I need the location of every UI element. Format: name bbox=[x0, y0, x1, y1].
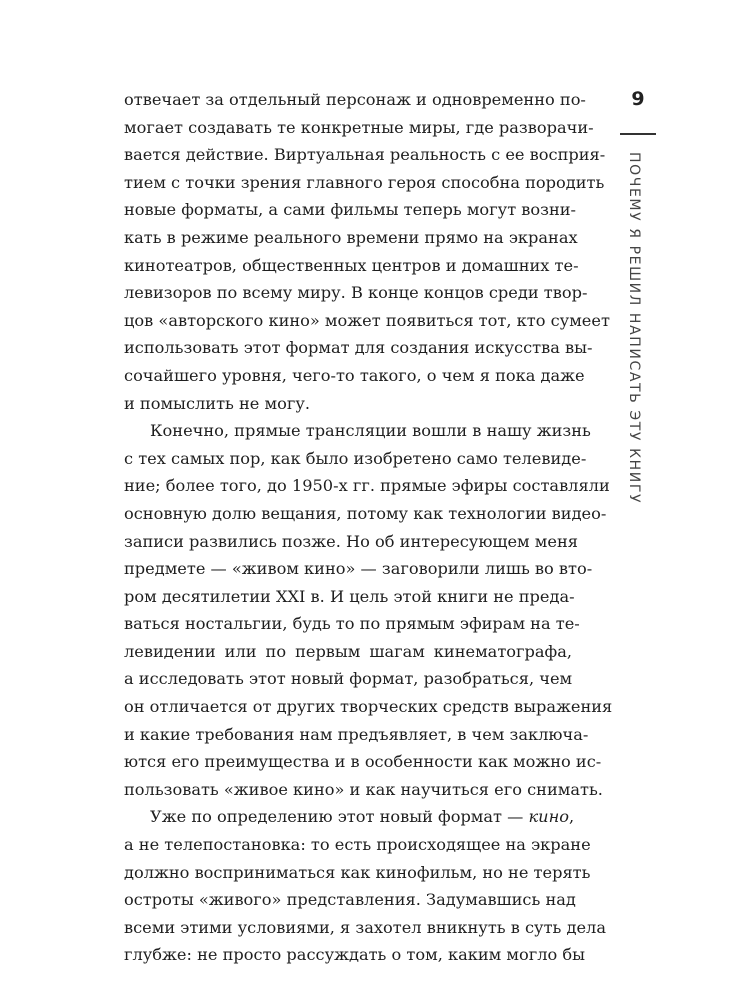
text-line: с тех самых пор, как было изобретено само телевиде- bbox=[124, 448, 587, 468]
text-line: а не телепостановка: то есть происходящее на экране bbox=[124, 835, 591, 855]
header-rule bbox=[620, 133, 656, 135]
text-line: и помыслить не могу. bbox=[124, 393, 310, 413]
text-line: могает создавать те конкретные миры, где разворачи- bbox=[124, 117, 594, 137]
text-line: использовать этот формат для создания искусства вы- bbox=[124, 338, 593, 358]
text-line: сочайшего уровня, чего-то такого, о чем я пока даже bbox=[124, 365, 585, 385]
paragraph-continued bbox=[124, 86, 610, 417]
text-line: остроты «живого» представления. Задумавшись над bbox=[124, 890, 576, 910]
text-line: левидении или по первым шагам кинематографа, bbox=[124, 641, 572, 661]
paragraph bbox=[124, 803, 606, 969]
text-line: отвечает за отдельный персонаж и одновременно по- bbox=[124, 90, 586, 109]
page-number: 9 bbox=[631, 88, 645, 110]
text-line: а исследовать этот новый формат, разобраться, чем bbox=[124, 669, 573, 689]
body-text bbox=[124, 86, 613, 969]
paragraph bbox=[124, 417, 613, 803]
text-line: ние; более того, до 1950-х гг. прямые эфиры составляли bbox=[124, 476, 610, 496]
text-line: ваться ностальгии, будь то по прямым эфирам на те- bbox=[124, 614, 580, 634]
text-line: всеми этими условиями, я захотел вникнуть в суть дела bbox=[124, 917, 606, 937]
running-head-container bbox=[620, 152, 656, 505]
text-line: Конечно, прямые трансляции вошли в нашу жизнь bbox=[150, 421, 591, 441]
text-line: цов «авторского кино» может появиться тот, кто сумеет bbox=[124, 310, 610, 330]
text-line: кать в режиме реального времени прямо на экранах bbox=[124, 227, 578, 247]
text-line: предмете — «живом кино» — заговорили лишь во вто- bbox=[124, 559, 593, 579]
text-line bbox=[124, 803, 575, 831]
text-line: глубже: не просто рассуждать о том, каким могло бы bbox=[124, 945, 586, 965]
text-line: основную долю вещания, потому как технологии видео- bbox=[124, 503, 607, 523]
text-line: тием с точки зрения главного героя способна породить bbox=[124, 172, 605, 192]
text-line: ются его преимущества и в особенности как можно ис- bbox=[124, 752, 602, 772]
text-line: записи развились позже. Но об интересующем меня bbox=[124, 531, 578, 551]
running-head: ПОЧЕМУ Я РЕШИЛ НАПИСАТЬ ЭТУ КНИГУ bbox=[626, 152, 642, 505]
text-line: левизоров по всему миру. В конце концов среди твор- bbox=[124, 283, 588, 303]
text-run: Уже по определению этот новый формат — bbox=[150, 807, 529, 827]
text-line: должно восприниматься как кинофильм, но не терять bbox=[124, 862, 591, 882]
text-line: новые форматы, а сами фильмы теперь могут возни- bbox=[124, 200, 577, 220]
text-run: , bbox=[569, 807, 575, 827]
text-line: пользовать «живое кино» и как научиться его снимать. bbox=[124, 779, 603, 799]
text-line: ром десятилетии XXI в. И цель этой книги не преда- bbox=[124, 586, 575, 606]
text-line: кинотеатров, общественных центров и домашних те- bbox=[124, 255, 579, 275]
text-line: вается действие. Виртуальная реальность с ее восприя- bbox=[124, 145, 606, 165]
text-line: и какие требования нам предъявляет, в чем заключа- bbox=[124, 724, 589, 744]
text-line: он отличается от других творческих средств выражения bbox=[124, 697, 613, 717]
emphasis-kino: кино bbox=[528, 807, 570, 827]
